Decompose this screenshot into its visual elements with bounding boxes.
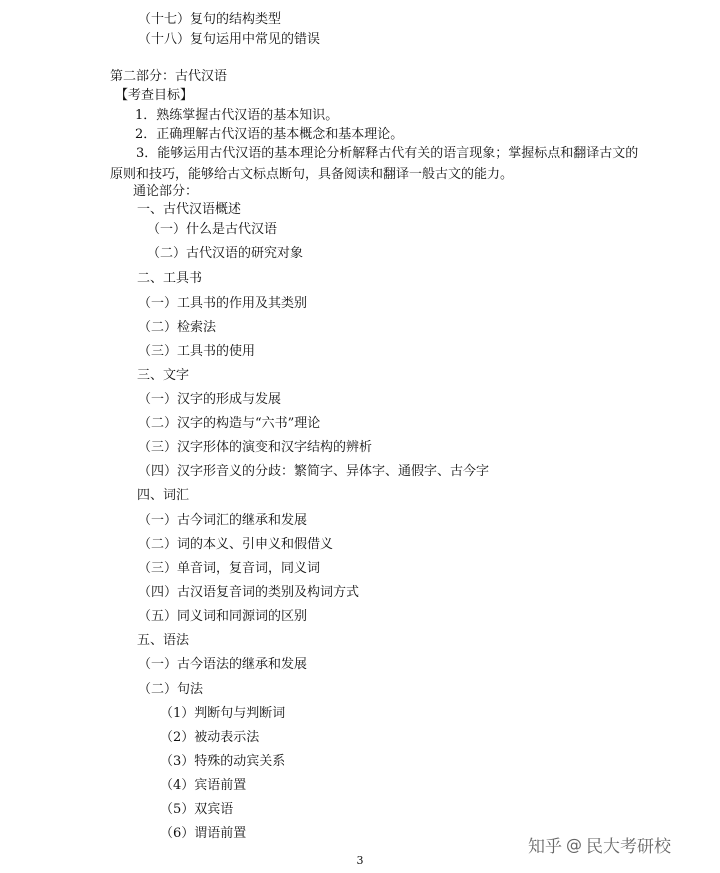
chapter-heading: 四、词汇 <box>137 488 190 503</box>
goal-item: 2．正确理解古代汉语的基本概念和基本理论。 <box>135 127 404 142</box>
general-heading: 通论部分： <box>133 184 199 199</box>
watermark-site: 知乎 <box>528 836 562 857</box>
chapter-heading: 一、古代汉语概述 <box>137 202 242 217</box>
sub-item: （5）双宾语 <box>160 802 234 817</box>
chapter-heading: 三、文字 <box>137 368 190 383</box>
sub-item: （4）宾语前置 <box>160 778 247 793</box>
outline-item: （四）汉字形音义的分歧：繁简字、异体字、通假字、古今字 <box>138 464 490 479</box>
chapter-heading: 五、语法 <box>137 633 190 648</box>
outline-item: （十七）复句的结构类型 <box>138 12 282 27</box>
chapter-heading: 二、工具书 <box>137 271 203 286</box>
outline-item: （三）单音词，复音词，同义词 <box>138 561 321 576</box>
goal-item-3: 3．能够运用古代汉语的基本理论分析解释古代有关的语言现象；掌握标点和翻译古文的原则和技巧，能够给古文标点断句，具备阅读和翻译一般古文的能力。 <box>110 146 639 182</box>
sub-item: （1）判断句与判断词 <box>160 706 286 721</box>
outline-item: （二）词的本义、引申义和假借义 <box>138 537 334 552</box>
outline-item: （十八）复句运用中常见的错误 <box>138 32 321 47</box>
outline-item: （一）古今词汇的继承和发展 <box>138 513 308 528</box>
outline-item: （一）古今语法的继承和发展 <box>138 657 308 672</box>
outline-item: （一）工具书的作用及其类别 <box>138 296 308 311</box>
goal-label: 【考查目标】 <box>115 88 194 103</box>
outline-item: （三）工具书的使用 <box>138 344 256 359</box>
sub-item: （6）谓语前置 <box>160 826 247 841</box>
page-number: 3 <box>356 854 364 867</box>
zhihu-watermark <box>528 833 671 855</box>
outline-item: （二）检索法 <box>138 320 217 335</box>
outline-item: （二）句法 <box>138 682 204 697</box>
outline-item: （四）古汉语复音词的类别及构词方式 <box>138 585 360 600</box>
sub-item: （3）特殊的动宾关系 <box>160 754 286 769</box>
outline-item: （二）汉字的构造与“六书”理论 <box>138 416 321 431</box>
outline-item: （一）汉字的形成与发展 <box>138 392 282 407</box>
outline-item: （三）汉字形体的演变和汉字结构的辨析 <box>138 440 373 455</box>
goal-item: 1．熟练掌握古代汉语的基本知识。 <box>135 108 339 123</box>
section-title: 第二部分：古代汉语 <box>110 69 228 84</box>
outline-item: （二）古代汉语的研究对象 <box>147 246 304 261</box>
watermark-at: @ <box>566 834 582 854</box>
watermark-author: 民大考研校 <box>586 836 671 857</box>
sub-item: （2）被动表示法 <box>160 730 260 745</box>
outline-item: （一）什么是古代汉语 <box>147 222 278 237</box>
outline-item: （五）同义词和同源词的区别 <box>138 609 308 624</box>
